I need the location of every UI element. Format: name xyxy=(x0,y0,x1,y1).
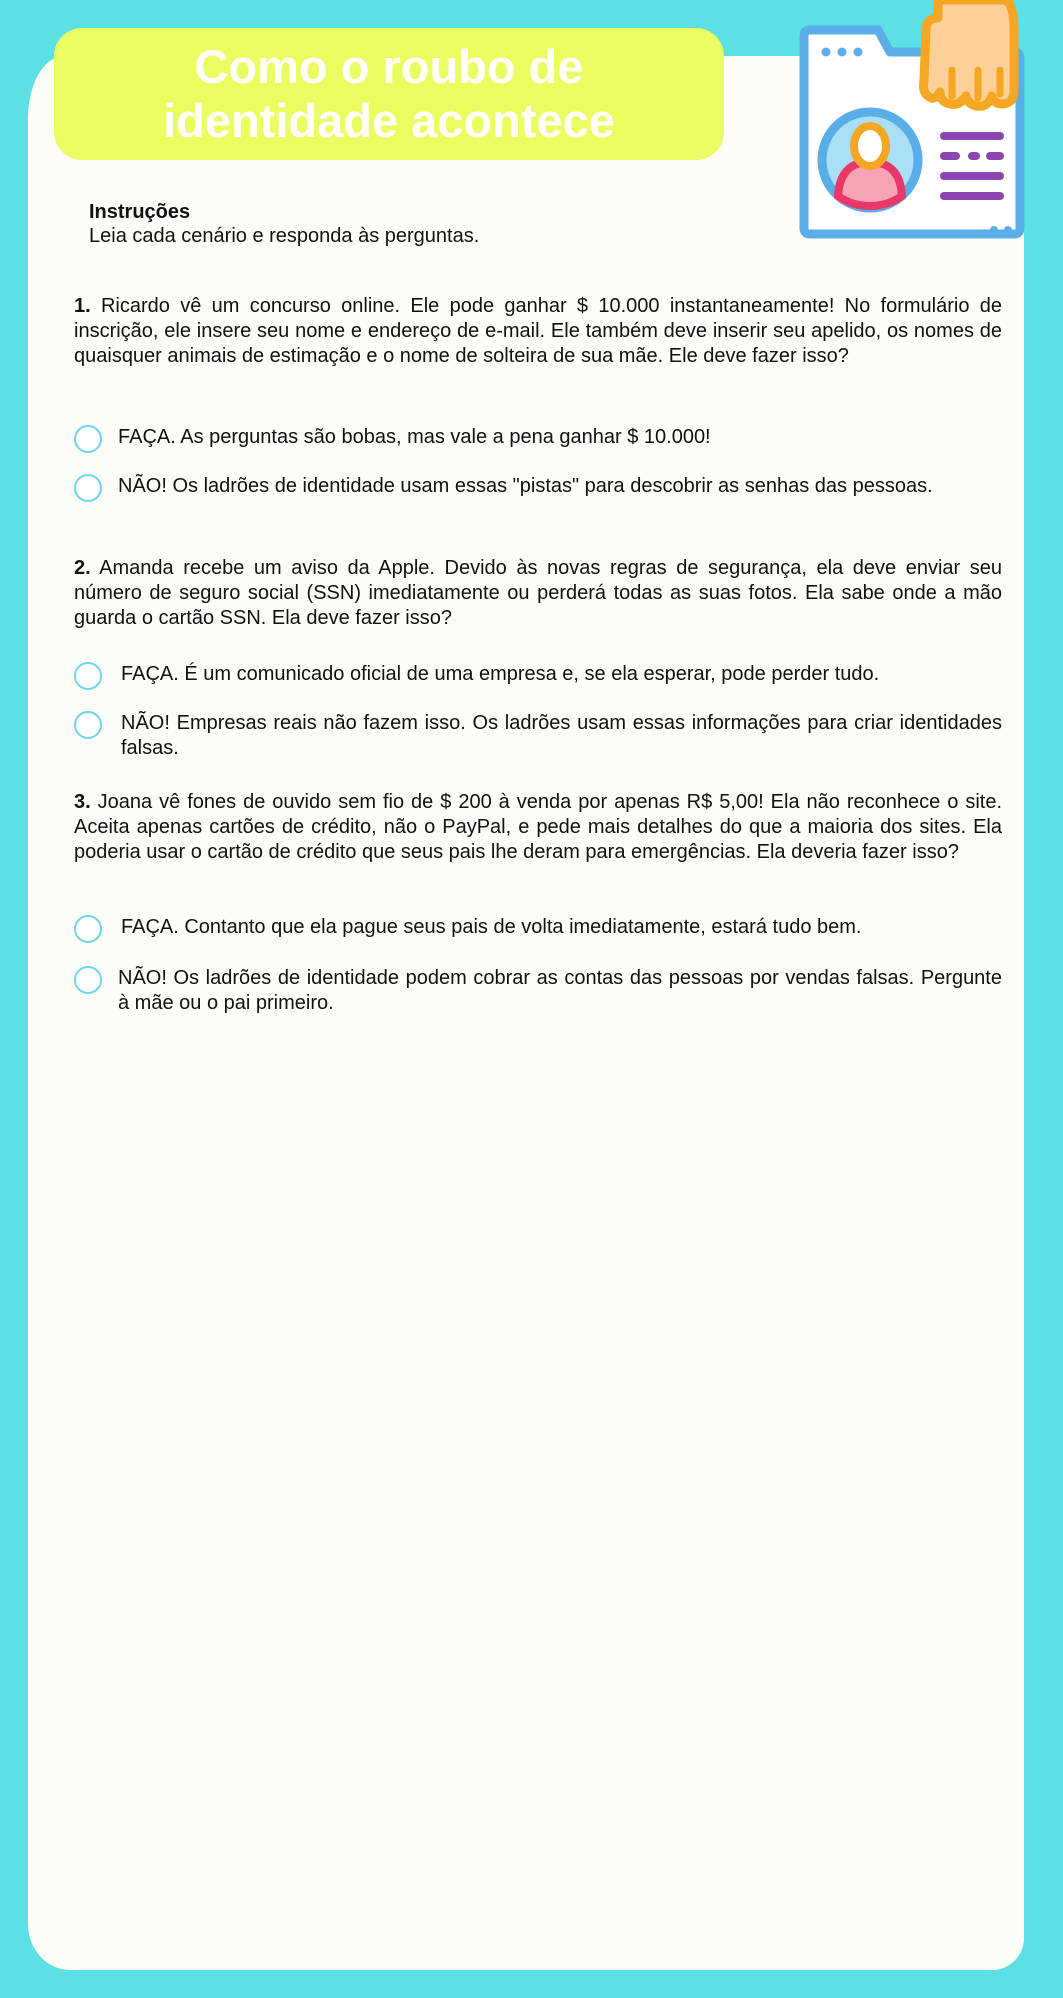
radio-button[interactable] xyxy=(74,474,102,502)
radio-button[interactable] xyxy=(74,425,102,453)
question-3 xyxy=(74,790,1002,865)
question-2-option-2[interactable] xyxy=(74,711,1002,761)
question-3-option-2[interactable] xyxy=(74,966,1002,1016)
option-label: NÃO! Empresas reais não fazem isso. Os ladrões usam essas informações para criar identidades falsas. xyxy=(121,712,1002,759)
question-1-option-2[interactable] xyxy=(74,474,1002,499)
radio-button[interactable] xyxy=(74,711,102,739)
question-1-text: Ricardo vê um concurso online. Ele pode ganhar $ 10.000 instantaneamente! No formulário de inscrição, ele insere seu nome e endereço de e-mail. Ele também deve inserir seu apelido, os nomes de quaisquer animais de estimação e o nome de solteira de sua mãe. Ele deve fazer isso? xyxy=(74,295,1002,367)
instructions-text: Leia cada cenário e responda às perguntas. xyxy=(89,225,480,247)
page-title-line-2: identidade acontece xyxy=(163,94,615,147)
instructions xyxy=(89,200,789,248)
question-1-number: 1. xyxy=(74,295,91,317)
option-label: FAÇA. É um comunicado oficial de uma empresa e, se ela esperar, pode perder tudo. xyxy=(121,663,880,685)
radio-button[interactable] xyxy=(74,915,102,943)
question-1 xyxy=(74,294,1002,369)
option-label: NÃO! Os ladrões de identidade usam essas "pistas" para descobrir as senhas das pessoas. xyxy=(118,475,933,497)
question-3-text: Joana vê fones de ouvido sem fio de $ 200 à venda por apenas R$ 5,00! Ela não reconhece o site. Aceita apenas cartões de crédito, não o PayPal, e pede mais detalhes do que a maioria dos sites. Ela poderia usar o cartão de crédito que seus pais lhe deram para emergências. Ela deveria fazer isso? xyxy=(74,791,1002,863)
question-3-option-1[interactable] xyxy=(74,915,1002,940)
option-label: FAÇA. Contanto que ela pague seus pais de volta imediatamente, estará tudo bem. xyxy=(121,916,862,938)
radio-button[interactable] xyxy=(74,966,102,994)
question-2-number: 2. xyxy=(74,557,91,579)
question-2-text: Amanda recebe um aviso da Apple. Devido às novas regras de segurança, ela deve enviar seu número de seguro social (SSN) imediatamente ou perderá todas as suas fotos. Ela sabe onde a mão guarda o cartão SSN. Ela deve fazer isso? xyxy=(74,557,1002,629)
question-1-option-1[interactable] xyxy=(74,425,1002,450)
page-title-line-1: Como o roubo de xyxy=(194,40,584,93)
identity-card-hand-icon xyxy=(788,0,1028,245)
question-2 xyxy=(74,556,1002,631)
instructions-title: Instruções xyxy=(89,201,191,223)
question-2-option-1[interactable] xyxy=(74,662,1002,687)
title-banner xyxy=(54,28,724,160)
option-label: NÃO! Os ladrões de identidade podem cobrar as contas das pessoas por vendas falsas. Pergunte à mãe ou o pai primeiro. xyxy=(118,967,1002,1014)
option-label: FAÇA. As perguntas são bobas, mas vale a pena ganhar $ 10.000! xyxy=(118,426,711,448)
radio-button[interactable] xyxy=(74,662,102,690)
question-3-number: 3. xyxy=(74,791,91,813)
